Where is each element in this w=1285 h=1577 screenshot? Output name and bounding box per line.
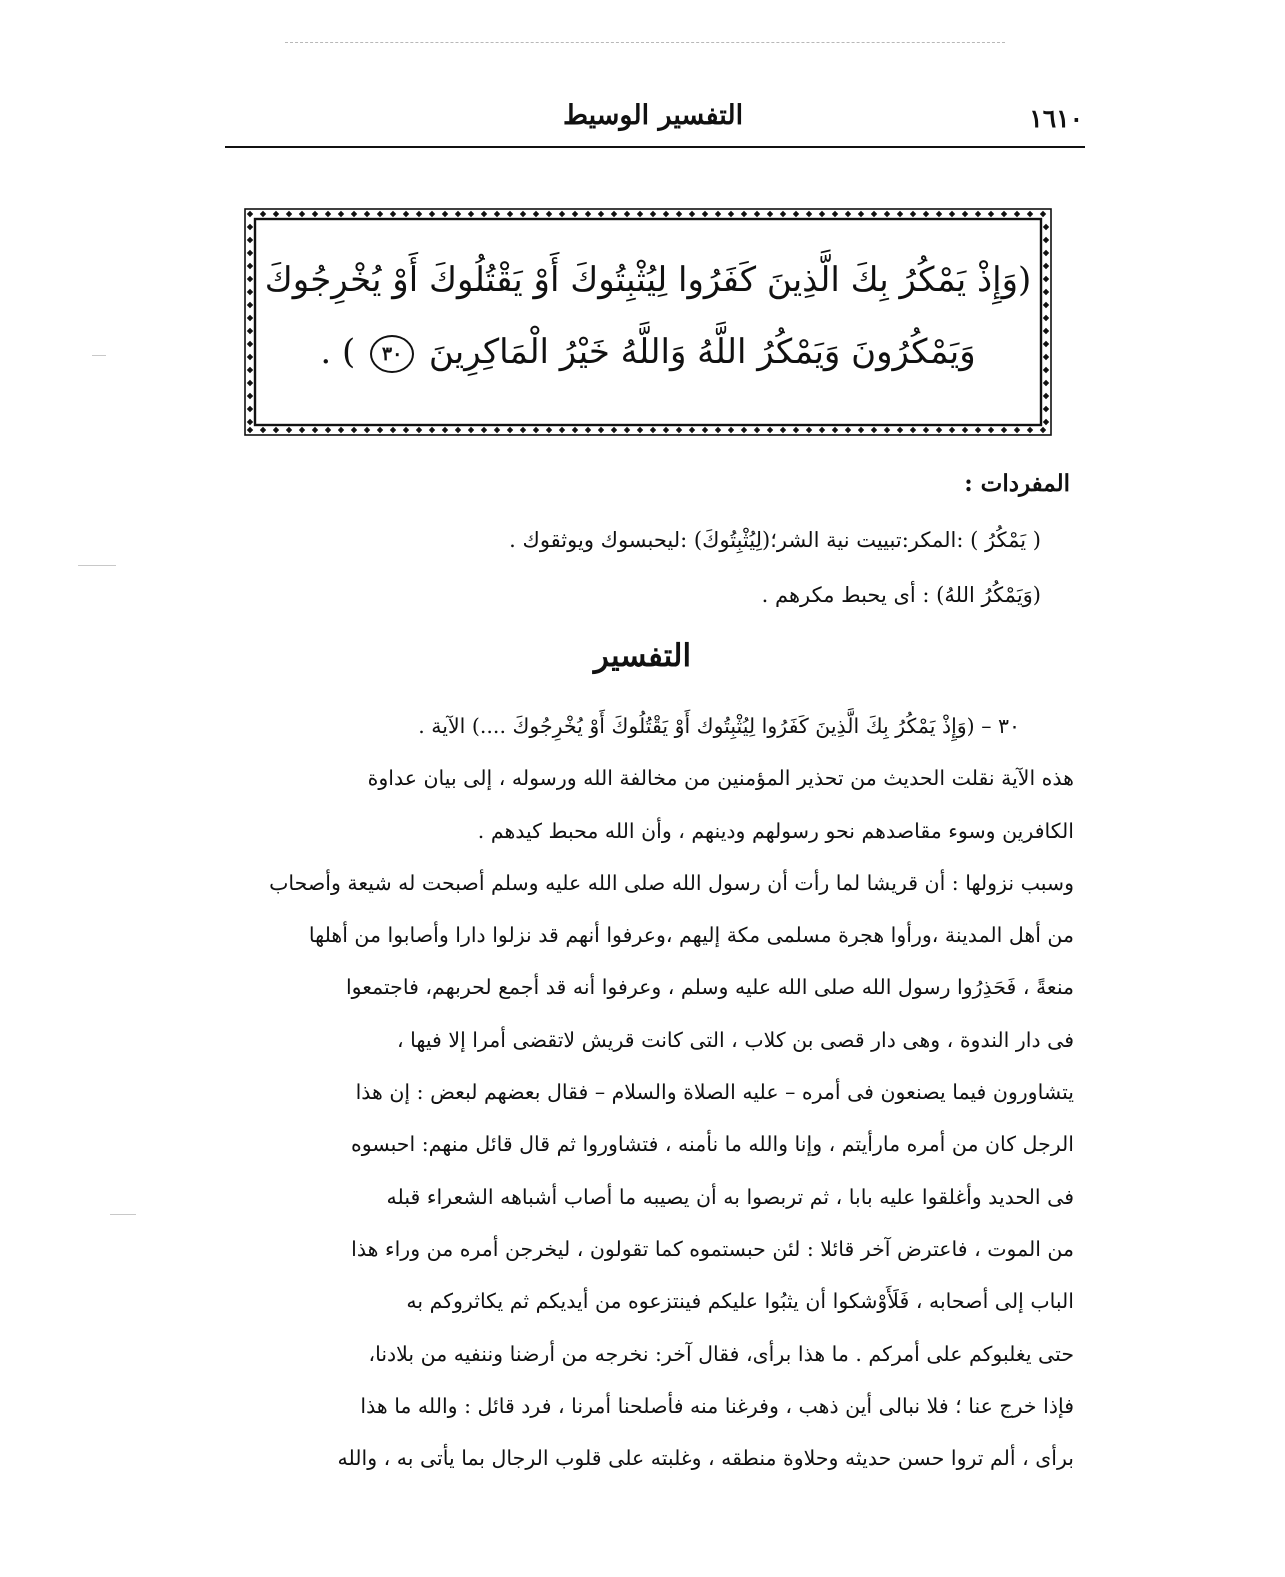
border-bead bbox=[247, 224, 253, 230]
border-bead bbox=[364, 427, 370, 433]
border-bead bbox=[637, 211, 643, 217]
border-bead bbox=[559, 211, 565, 217]
border-bead bbox=[585, 211, 591, 217]
border-bead bbox=[1027, 211, 1033, 217]
border-bead bbox=[624, 211, 630, 217]
border-bead bbox=[429, 211, 435, 217]
border-bead bbox=[364, 211, 370, 217]
border-bead bbox=[871, 211, 877, 217]
border-bead bbox=[715, 427, 721, 433]
scan-artifact-mark bbox=[92, 355, 106, 356]
border-bead bbox=[312, 427, 318, 433]
border-bead bbox=[416, 427, 422, 433]
tafsir-line: فى الحديد وأغلقوا عليه بابا ، ثم تربصوا به أن يصيبه ما أصاب أشباهه الشعراء قبله bbox=[386, 1184, 1074, 1209]
verse-number-medallion: ٣٠ bbox=[370, 335, 414, 373]
border-bead bbox=[988, 211, 994, 217]
border-bead bbox=[923, 427, 929, 433]
border-bead bbox=[910, 427, 916, 433]
border-bead bbox=[611, 211, 617, 217]
border-bead bbox=[663, 427, 669, 433]
tafsir-line: هذه الآية نقلت الحديث من تحذير المؤمنين من مخالفة الله ورسوله ، إلى بيان عداوة bbox=[367, 766, 1074, 791]
tafsir-line: برأى ، ألم تروا حسن حديثه وحلاوة منطقه ، وغلبته على قلوب الرجال بما يأتى به ، والله bbox=[337, 1446, 1074, 1471]
border-bead bbox=[533, 427, 539, 433]
border-bead bbox=[1014, 211, 1020, 217]
book-title: التفسير الوسيط bbox=[563, 100, 744, 131]
border-bead bbox=[1043, 237, 1049, 243]
border-bead bbox=[338, 211, 344, 217]
border-bead bbox=[754, 211, 760, 217]
quran-verse-frame bbox=[233, 200, 1063, 444]
vocab-line-1: ( يَمْكُرُ ) :المكر:تبييت نية الشر؛(لِيُثْبِتُوكَ) :ليحبسوك ويوثقوك . bbox=[509, 528, 1041, 552]
border-bead bbox=[806, 211, 812, 217]
border-bead bbox=[767, 427, 773, 433]
border-bead bbox=[858, 211, 864, 217]
border-bead bbox=[494, 427, 500, 433]
border-bead bbox=[1040, 427, 1046, 433]
border-bead bbox=[507, 211, 513, 217]
border-bead bbox=[416, 211, 422, 217]
border-bead bbox=[949, 427, 955, 433]
border-bead bbox=[988, 427, 994, 433]
tafsir-line: ٣٠ – (وَإِذْ يَمْكُرُ بِكَ الَّذِينَ كَفَرُوا لِيُثْبِتُوك أَوْ يَقْتُلُوكَ أَوْ يُخْرِجُوكَ ....) الآية . bbox=[418, 714, 1020, 738]
border-bead bbox=[429, 427, 435, 433]
border-bead bbox=[975, 427, 981, 433]
border-bead bbox=[650, 211, 656, 217]
border-bead bbox=[481, 427, 487, 433]
border-bead bbox=[442, 427, 448, 433]
border-bead bbox=[286, 211, 292, 217]
verse-line-1: (وَإِذْ يَمْكُرُ بِكَ الَّذِينَ كَفَرُوا لِيُثْبِتُوكَ أَوْ يَقْتُلُوكَ أَوْ يُخْرِجُوكَ bbox=[264, 260, 1032, 300]
border-bead bbox=[676, 211, 682, 217]
border-bead bbox=[832, 211, 838, 217]
scan-artifact-mark bbox=[78, 565, 116, 566]
border-bead bbox=[728, 211, 734, 217]
border-bead bbox=[481, 211, 487, 217]
border-bead bbox=[377, 427, 383, 433]
verse-line-2-text: وَيَمْكُرُونَ وَيَمْكُرُ اللَّهُ وَاللَّهُ خَيْرُ الْمَاكِرِينَ bbox=[428, 332, 976, 372]
border-bead bbox=[1001, 211, 1007, 217]
header-rule bbox=[225, 146, 1085, 148]
border-bead bbox=[455, 427, 461, 433]
border-bead bbox=[403, 427, 409, 433]
border-bead bbox=[390, 211, 396, 217]
scan-artifact-line bbox=[285, 42, 1005, 43]
border-bead bbox=[585, 427, 591, 433]
border-bead bbox=[962, 211, 968, 217]
border-bead bbox=[858, 427, 864, 433]
page-number: ١٦١٠ bbox=[1029, 104, 1083, 133]
border-bead bbox=[390, 427, 396, 433]
border-bead bbox=[741, 211, 747, 217]
border-bead bbox=[702, 211, 708, 217]
tafsir-heading: التفسير bbox=[593, 638, 692, 674]
border-bead bbox=[962, 427, 968, 433]
border-bead bbox=[689, 427, 695, 433]
border-bead bbox=[845, 211, 851, 217]
border-bead bbox=[1043, 393, 1049, 399]
border-bead bbox=[247, 393, 253, 399]
border-bead bbox=[936, 211, 942, 217]
verse-line-2-end: ) . bbox=[320, 332, 356, 372]
border-bead bbox=[780, 427, 786, 433]
border-bead bbox=[442, 211, 448, 217]
border-bead bbox=[715, 211, 721, 217]
border-bead bbox=[468, 211, 474, 217]
border-bead bbox=[338, 427, 344, 433]
border-bead bbox=[351, 211, 357, 217]
border-bead bbox=[351, 427, 357, 433]
border-bead bbox=[676, 427, 682, 433]
tafsir-line: الكافرين وسوء مقاصدهم نحو رسولهم ودينهم ، وأن الله محبط كيدهم . bbox=[477, 818, 1074, 843]
border-bead bbox=[520, 427, 526, 433]
border-bead bbox=[702, 427, 708, 433]
border-bead bbox=[260, 211, 266, 217]
tafsir-line: الباب إلى أصحابه ، فَلَأَوْشكوا أن يثبُوا عليكم فينتزعوه من أيديكم ثم يكاثروكم به bbox=[406, 1289, 1074, 1314]
border-bead bbox=[624, 427, 630, 433]
border-bead bbox=[793, 427, 799, 433]
tafsir-line: حتى يغلبوكم على أمركم . ما هذا برأى، فقال آخر: نخرجه من أرضنا وننفيه من بلادنا، bbox=[368, 1341, 1074, 1366]
verse-line-2 bbox=[233, 316, 1063, 388]
border-bead bbox=[611, 427, 617, 433]
border-bead bbox=[741, 427, 747, 433]
verse-text bbox=[233, 244, 1063, 388]
border-bead bbox=[455, 211, 461, 217]
border-bead bbox=[793, 211, 799, 217]
border-bead bbox=[559, 427, 565, 433]
border-bead bbox=[299, 211, 305, 217]
tafsir-line: الرجل كان من أمره مارأيتم ، وإنا والله ما نأمنه ، فتشاوروا ثم قال قائل منهم: احبسوه bbox=[351, 1132, 1074, 1157]
border-bead bbox=[754, 427, 760, 433]
tafsir-line: من أهل المدينة ،ورأوا هجرة مسلمى مكة إليهم ،وعرفوا أنهم قد نزلوا دارا وأصابوا من أهلها bbox=[308, 923, 1074, 948]
border-bead bbox=[884, 427, 890, 433]
tafsir-line: منعةً ، فَحَذِرُوا رسول الله صلى الله عليه وسلم ، وعرفوا أنه قد أجمع لحربهم، فاجتمعوا bbox=[345, 975, 1074, 1000]
border-bead bbox=[910, 211, 916, 217]
border-bead bbox=[1043, 224, 1049, 230]
border-bead bbox=[1014, 427, 1020, 433]
border-bead bbox=[546, 211, 552, 217]
border-bead bbox=[923, 211, 929, 217]
border-bead bbox=[1043, 406, 1049, 412]
border-bead bbox=[325, 427, 331, 433]
border-bead bbox=[572, 427, 578, 433]
border-bead bbox=[286, 427, 292, 433]
border-bead bbox=[936, 427, 942, 433]
border-bead bbox=[403, 211, 409, 217]
border-bead bbox=[325, 211, 331, 217]
border-bead bbox=[507, 427, 513, 433]
border-bead bbox=[832, 427, 838, 433]
scan-artifact-mark bbox=[110, 1214, 136, 1215]
border-bead bbox=[312, 211, 318, 217]
border-bead bbox=[975, 211, 981, 217]
border-bead bbox=[1040, 211, 1046, 217]
border-bead bbox=[494, 211, 500, 217]
border-bead bbox=[533, 211, 539, 217]
border-bead bbox=[767, 211, 773, 217]
border-bead bbox=[247, 419, 253, 425]
border-bead bbox=[689, 211, 695, 217]
border-bead bbox=[1001, 427, 1007, 433]
border-bead bbox=[897, 427, 903, 433]
tafsir-line: وسبب نزولها : أن قريشا لما رأت أن رسول الله صلى الله عليه وسلم أصبحت له شيعة وأصحاب bbox=[269, 870, 1074, 895]
border-bead bbox=[598, 427, 604, 433]
border-bead bbox=[780, 211, 786, 217]
border-bead bbox=[819, 427, 825, 433]
border-bead bbox=[650, 427, 656, 433]
tafsir-line: فإذا خرج عنا ؛ فلا نبالى أين ذهب ، وفرغنا منه فأصلحنا أمرنا ، فرد قائل : والله ما هذا bbox=[360, 1393, 1074, 1418]
border-bead bbox=[663, 211, 669, 217]
border-bead bbox=[299, 427, 305, 433]
border-bead bbox=[897, 211, 903, 217]
border-bead bbox=[260, 427, 266, 433]
border-bead bbox=[247, 237, 253, 243]
border-bead bbox=[377, 211, 383, 217]
border-bead bbox=[546, 427, 552, 433]
border-bead bbox=[637, 427, 643, 433]
tafsir-line: فى دار الندوة ، وهى دار قصى بن كلاب ، التى كانت قريش لاتقضى أمرا إلا فيها ، bbox=[397, 1027, 1074, 1052]
border-bead bbox=[520, 211, 526, 217]
border-bead bbox=[273, 427, 279, 433]
border-bead bbox=[806, 427, 812, 433]
tafsir-body bbox=[220, 700, 1074, 1484]
border-bead bbox=[1027, 427, 1033, 433]
border-bead bbox=[247, 211, 253, 217]
border-bead bbox=[598, 211, 604, 217]
vocab-heading: المفردات : bbox=[964, 470, 1070, 497]
border-bead bbox=[871, 427, 877, 433]
border-bead bbox=[572, 211, 578, 217]
border-bead bbox=[949, 211, 955, 217]
border-bead bbox=[273, 211, 279, 217]
border-bead bbox=[468, 427, 474, 433]
border-bead bbox=[819, 211, 825, 217]
border-bead bbox=[247, 406, 253, 412]
tafsir-line: يتشاورون فيما يصنعون فى أمره – عليه الصلاة والسلام – فقال بعضهم لبعض : إن هذا bbox=[355, 1080, 1074, 1105]
vocab-line-2: (وَيَمْكُرُ اللهُ) : أى يحبط مكرهم . bbox=[761, 583, 1041, 607]
border-bead bbox=[845, 427, 851, 433]
border-bead bbox=[884, 211, 890, 217]
border-bead bbox=[1043, 419, 1049, 425]
border-bead bbox=[247, 427, 253, 433]
running-header bbox=[225, 100, 1083, 140]
border-bead bbox=[728, 427, 734, 433]
tafsir-line: من الموت ، فاعترض آخر قائلا : لئن حبستموه كما تقولون ، ليخرجن أمره من وراء هذا bbox=[351, 1236, 1074, 1261]
